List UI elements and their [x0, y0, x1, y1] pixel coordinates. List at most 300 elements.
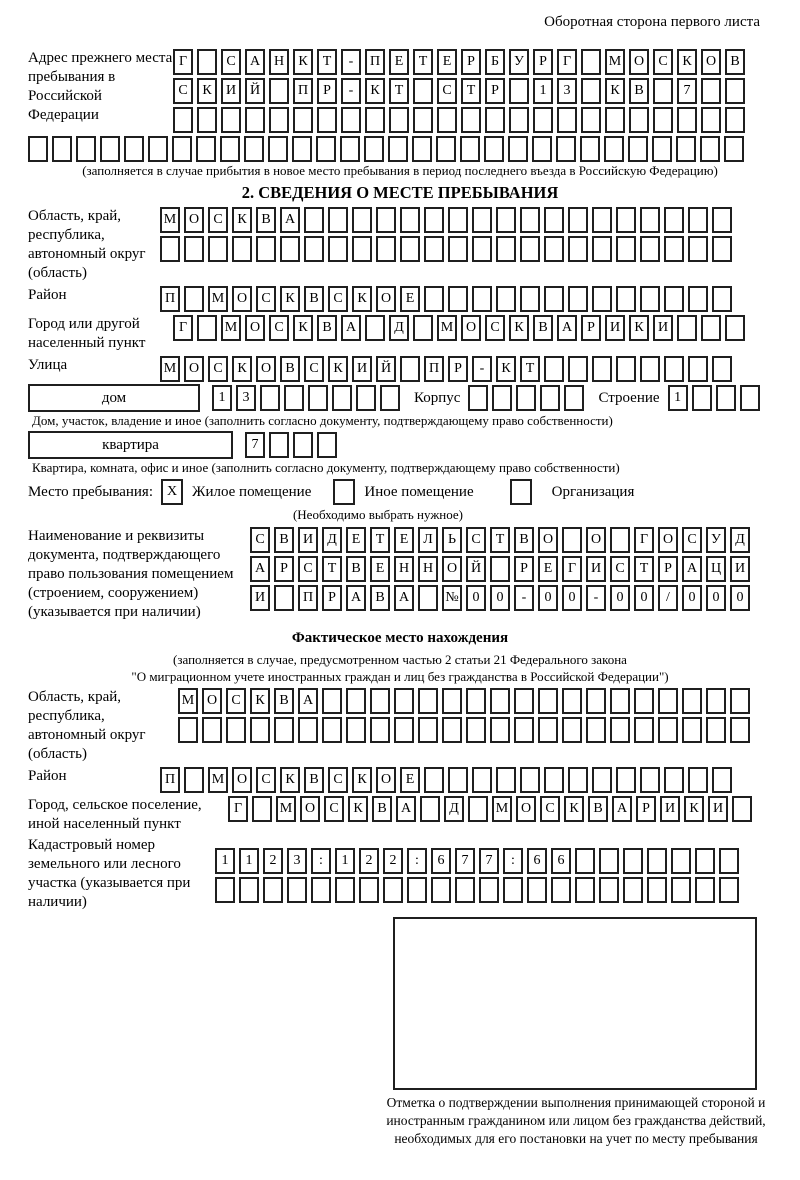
char-box[interactable]: 0	[682, 585, 702, 611]
char-box[interactable]	[551, 877, 571, 903]
char-box[interactable]: В	[274, 688, 294, 714]
char-box[interactable]: О	[461, 315, 481, 341]
char-box[interactable]	[599, 877, 619, 903]
char-box[interactable]: С	[221, 49, 241, 75]
char-box[interactable]: Д	[730, 527, 750, 553]
char-box[interactable]	[322, 717, 342, 743]
char-box[interactable]: 2	[359, 848, 379, 874]
char-box[interactable]	[544, 207, 564, 233]
char-box[interactable]: Ь	[442, 527, 462, 553]
char-box[interactable]: К	[232, 356, 252, 382]
char-box[interactable]	[448, 236, 468, 262]
char-box[interactable]: Д	[322, 527, 342, 553]
char-box[interactable]	[520, 286, 540, 312]
char-box[interactable]: К	[684, 796, 704, 822]
char-box[interactable]: Р	[461, 49, 481, 75]
char-box[interactable]: Н	[394, 556, 414, 582]
char-box[interactable]: С	[304, 356, 324, 382]
char-box[interactable]: О	[245, 315, 265, 341]
char-box[interactable]: О	[629, 49, 649, 75]
char-box[interactable]: Е	[538, 556, 558, 582]
char-box[interactable]: К	[352, 767, 372, 793]
char-box[interactable]	[274, 585, 294, 611]
char-box[interactable]	[509, 107, 529, 133]
char-box[interactable]	[592, 767, 612, 793]
char-box[interactable]	[245, 107, 265, 133]
char-box[interactable]: Т	[389, 78, 409, 104]
char-box[interactable]: Р	[581, 315, 601, 341]
char-box[interactable]	[568, 207, 588, 233]
char-box[interactable]: И	[653, 315, 673, 341]
char-box[interactable]	[701, 315, 721, 341]
char-box[interactable]	[208, 236, 228, 262]
char-box[interactable]	[380, 385, 400, 411]
char-box[interactable]	[172, 136, 192, 162]
char-box[interactable]	[352, 236, 372, 262]
char-box[interactable]	[356, 385, 376, 411]
char-box[interactable]: :	[503, 848, 523, 874]
char-box[interactable]: В	[274, 527, 294, 553]
char-box[interactable]	[716, 385, 736, 411]
char-box[interactable]	[712, 207, 732, 233]
char-box[interactable]	[664, 356, 684, 382]
char-box[interactable]: А	[396, 796, 416, 822]
char-box[interactable]	[455, 877, 475, 903]
char-box[interactable]	[448, 767, 468, 793]
char-box[interactable]: М	[605, 49, 625, 75]
char-box[interactable]: С	[328, 767, 348, 793]
char-box[interactable]: Г	[557, 49, 577, 75]
char-box[interactable]: В	[256, 207, 276, 233]
char-box[interactable]	[677, 107, 697, 133]
char-box[interactable]: О	[300, 796, 320, 822]
char-box[interactable]	[634, 717, 654, 743]
char-box[interactable]: Р	[533, 49, 553, 75]
char-box[interactable]: 1	[215, 848, 235, 874]
char-box[interactable]	[215, 877, 235, 903]
char-box[interactable]	[640, 236, 660, 262]
char-box[interactable]	[664, 236, 684, 262]
char-box[interactable]: И	[352, 356, 372, 382]
char-box[interactable]	[304, 207, 324, 233]
char-box[interactable]	[640, 207, 660, 233]
char-box[interactable]: 1	[239, 848, 259, 874]
char-box[interactable]	[616, 207, 636, 233]
char-box[interactable]	[623, 848, 643, 874]
char-box[interactable]	[280, 236, 300, 262]
char-box[interactable]: 2	[263, 848, 283, 874]
char-box[interactable]: В	[304, 767, 324, 793]
char-box[interactable]: Б	[485, 49, 505, 75]
char-box[interactable]	[461, 107, 481, 133]
char-box[interactable]: 7	[455, 848, 475, 874]
char-box[interactable]	[220, 136, 240, 162]
char-box[interactable]	[424, 286, 444, 312]
char-box[interactable]	[575, 877, 595, 903]
char-box[interactable]: Н	[269, 49, 289, 75]
char-box[interactable]	[664, 767, 684, 793]
char-box[interactable]	[740, 385, 760, 411]
char-box[interactable]	[592, 286, 612, 312]
char-box[interactable]	[701, 107, 721, 133]
char-box[interactable]	[490, 556, 510, 582]
char-box[interactable]	[239, 877, 259, 903]
char-box[interactable]: С	[328, 286, 348, 312]
checkbox-residential[interactable]: X	[161, 479, 183, 505]
char-box[interactable]	[732, 796, 752, 822]
char-box[interactable]	[616, 286, 636, 312]
char-box[interactable]: В	[370, 585, 390, 611]
char-box[interactable]	[466, 688, 486, 714]
char-box[interactable]: О	[184, 356, 204, 382]
char-box[interactable]: В	[533, 315, 553, 341]
char-box[interactable]	[472, 767, 492, 793]
char-box[interactable]	[332, 385, 352, 411]
char-box[interactable]	[544, 236, 564, 262]
char-box[interactable]: М	[208, 767, 228, 793]
char-box[interactable]	[496, 236, 516, 262]
char-box[interactable]	[160, 236, 180, 262]
char-box[interactable]: -	[341, 78, 361, 104]
char-box[interactable]	[527, 877, 547, 903]
char-box[interactable]	[418, 688, 438, 714]
char-box[interactable]: К	[677, 49, 697, 75]
char-box[interactable]: В	[372, 796, 392, 822]
char-box[interactable]	[317, 107, 337, 133]
char-box[interactable]	[221, 107, 241, 133]
char-box[interactable]	[640, 767, 660, 793]
char-box[interactable]: С	[653, 49, 673, 75]
char-box[interactable]: 6	[431, 848, 451, 874]
char-box[interactable]: Ц	[706, 556, 726, 582]
char-box[interactable]	[76, 136, 96, 162]
char-box[interactable]	[184, 767, 204, 793]
char-box[interactable]	[442, 688, 462, 714]
char-box[interactable]: К	[197, 78, 217, 104]
char-box[interactable]	[418, 585, 438, 611]
char-box[interactable]	[700, 136, 720, 162]
char-box[interactable]: /	[658, 585, 678, 611]
char-box[interactable]: 0	[538, 585, 558, 611]
char-box[interactable]	[232, 236, 252, 262]
char-box[interactable]	[124, 136, 144, 162]
char-box[interactable]: 3	[287, 848, 307, 874]
char-box[interactable]	[568, 286, 588, 312]
char-box[interactable]	[400, 356, 420, 382]
char-box[interactable]	[520, 236, 540, 262]
char-box[interactable]	[472, 286, 492, 312]
char-box[interactable]: Т	[413, 49, 433, 75]
char-box[interactable]	[376, 207, 396, 233]
char-box[interactable]: М	[276, 796, 296, 822]
char-box[interactable]: Р	[317, 78, 337, 104]
char-box[interactable]: К	[629, 315, 649, 341]
char-box[interactable]	[346, 717, 366, 743]
char-box[interactable]	[389, 107, 409, 133]
char-box[interactable]: К	[250, 688, 270, 714]
char-box[interactable]	[311, 877, 331, 903]
char-box[interactable]: Е	[400, 286, 420, 312]
char-box[interactable]	[514, 688, 534, 714]
char-box[interactable]: 0	[562, 585, 582, 611]
char-box[interactable]	[388, 136, 408, 162]
char-box[interactable]: И	[660, 796, 680, 822]
char-box[interactable]	[284, 385, 304, 411]
char-box[interactable]	[202, 717, 222, 743]
char-box[interactable]	[564, 385, 584, 411]
char-box[interactable]	[260, 385, 280, 411]
char-box[interactable]	[293, 432, 313, 458]
char-box[interactable]: А	[250, 556, 270, 582]
char-box[interactable]	[383, 877, 403, 903]
char-box[interactable]	[640, 286, 660, 312]
char-box[interactable]: О	[202, 688, 222, 714]
char-box[interactable]: А	[394, 585, 414, 611]
char-box[interactable]	[692, 385, 712, 411]
char-box[interactable]	[586, 717, 606, 743]
char-box[interactable]: П	[160, 767, 180, 793]
char-box[interactable]: О	[442, 556, 462, 582]
char-box[interactable]: С	[173, 78, 193, 104]
char-box[interactable]	[468, 796, 488, 822]
char-box[interactable]: 1	[668, 385, 688, 411]
char-box[interactable]: Д	[444, 796, 464, 822]
char-box[interactable]	[725, 78, 745, 104]
char-box[interactable]: М	[160, 207, 180, 233]
char-box[interactable]: О	[516, 796, 536, 822]
char-box[interactable]: Т	[317, 49, 337, 75]
char-box[interactable]: О	[538, 527, 558, 553]
char-box[interactable]: К	[328, 356, 348, 382]
char-box[interactable]: С	[682, 527, 702, 553]
char-box[interactable]	[460, 136, 480, 162]
char-box[interactable]: В	[317, 315, 337, 341]
char-box[interactable]: С	[298, 556, 318, 582]
char-box[interactable]: М	[221, 315, 241, 341]
char-box[interactable]	[197, 315, 217, 341]
char-box[interactable]	[492, 385, 512, 411]
char-box[interactable]	[719, 848, 739, 874]
char-box[interactable]	[533, 107, 553, 133]
char-box[interactable]	[599, 848, 619, 874]
char-box[interactable]	[250, 717, 270, 743]
char-box[interactable]	[725, 107, 745, 133]
char-box[interactable]: С	[256, 767, 276, 793]
char-box[interactable]: -	[514, 585, 534, 611]
char-box[interactable]	[298, 717, 318, 743]
char-box[interactable]: В	[588, 796, 608, 822]
char-box[interactable]: Г	[173, 315, 193, 341]
char-box[interactable]	[413, 78, 433, 104]
char-box[interactable]	[352, 207, 372, 233]
char-box[interactable]: 0	[490, 585, 510, 611]
char-box[interactable]: К	[280, 286, 300, 312]
char-box[interactable]: О	[232, 286, 252, 312]
char-box[interactable]	[496, 767, 516, 793]
char-box[interactable]	[431, 877, 451, 903]
char-box[interactable]: С	[208, 356, 228, 382]
char-box[interactable]	[293, 107, 313, 133]
char-box[interactable]	[568, 767, 588, 793]
char-box[interactable]	[581, 78, 601, 104]
char-box[interactable]: О	[184, 207, 204, 233]
char-box[interactable]: К	[232, 207, 252, 233]
char-box[interactable]: №	[442, 585, 462, 611]
house-type-box[interactable]	[28, 384, 200, 412]
char-box[interactable]: М	[160, 356, 180, 382]
char-box[interactable]: С	[610, 556, 630, 582]
char-box[interactable]: Е	[394, 527, 414, 553]
checkbox-other-premises[interactable]	[333, 479, 355, 505]
char-box[interactable]	[544, 767, 564, 793]
char-box[interactable]	[538, 688, 558, 714]
char-box[interactable]	[706, 688, 726, 714]
char-box[interactable]	[610, 527, 630, 553]
char-box[interactable]	[226, 717, 246, 743]
char-box[interactable]	[490, 717, 510, 743]
char-box[interactable]: 2	[383, 848, 403, 874]
char-box[interactable]	[436, 136, 456, 162]
char-box[interactable]	[616, 356, 636, 382]
char-box[interactable]	[586, 688, 606, 714]
char-box[interactable]	[184, 236, 204, 262]
char-box[interactable]: С	[250, 527, 270, 553]
char-box[interactable]	[605, 107, 625, 133]
char-box[interactable]	[400, 236, 420, 262]
char-box[interactable]	[568, 356, 588, 382]
char-box[interactable]	[557, 107, 577, 133]
char-box[interactable]	[604, 136, 624, 162]
char-box[interactable]: Й	[466, 556, 486, 582]
char-box[interactable]	[616, 767, 636, 793]
char-box[interactable]	[676, 136, 696, 162]
char-box[interactable]	[269, 78, 289, 104]
char-box[interactable]: К	[280, 767, 300, 793]
char-box[interactable]: О	[232, 767, 252, 793]
char-box[interactable]	[610, 717, 630, 743]
char-box[interactable]: В	[304, 286, 324, 312]
char-box[interactable]	[719, 877, 739, 903]
char-box[interactable]: 0	[634, 585, 654, 611]
char-box[interactable]	[424, 207, 444, 233]
char-box[interactable]	[647, 848, 667, 874]
char-box[interactable]: Т	[461, 78, 481, 104]
char-box[interactable]	[484, 136, 504, 162]
char-box[interactable]: С	[466, 527, 486, 553]
char-box[interactable]	[394, 688, 414, 714]
char-box[interactable]: Р	[274, 556, 294, 582]
char-box[interactable]: И	[586, 556, 606, 582]
char-box[interactable]	[568, 236, 588, 262]
char-box[interactable]	[472, 236, 492, 262]
char-box[interactable]: К	[509, 315, 529, 341]
char-box[interactable]	[308, 385, 328, 411]
char-box[interactable]: Р	[485, 78, 505, 104]
char-box[interactable]	[610, 688, 630, 714]
char-box[interactable]: -	[472, 356, 492, 382]
char-box[interactable]	[544, 286, 564, 312]
char-box[interactable]: О	[586, 527, 606, 553]
char-box[interactable]	[490, 688, 510, 714]
char-box[interactable]	[730, 717, 750, 743]
char-box[interactable]	[706, 717, 726, 743]
char-box[interactable]: 1	[533, 78, 553, 104]
char-box[interactable]	[695, 877, 715, 903]
char-box[interactable]	[197, 49, 217, 75]
char-box[interactable]	[328, 207, 348, 233]
char-box[interactable]	[562, 688, 582, 714]
char-box[interactable]: Е	[400, 767, 420, 793]
char-box[interactable]: К	[564, 796, 584, 822]
char-box[interactable]	[532, 136, 552, 162]
char-box[interactable]: 7	[479, 848, 499, 874]
char-box[interactable]	[712, 236, 732, 262]
char-box[interactable]	[316, 136, 336, 162]
char-box[interactable]: 6	[551, 848, 571, 874]
char-box[interactable]: А	[341, 315, 361, 341]
char-box[interactable]: Й	[376, 356, 396, 382]
char-box[interactable]: С	[208, 207, 228, 233]
char-box[interactable]: В	[346, 556, 366, 582]
char-box[interactable]: 1	[335, 848, 355, 874]
char-box[interactable]: О	[658, 527, 678, 553]
char-box[interactable]: И	[250, 585, 270, 611]
char-box[interactable]: С	[540, 796, 560, 822]
char-box[interactable]: В	[514, 527, 534, 553]
char-box[interactable]	[725, 315, 745, 341]
char-box[interactable]	[407, 877, 427, 903]
char-box[interactable]	[688, 286, 708, 312]
char-box[interactable]: С	[485, 315, 505, 341]
char-box[interactable]: Р	[448, 356, 468, 382]
char-box[interactable]	[184, 286, 204, 312]
char-box[interactable]	[365, 315, 385, 341]
char-box[interactable]	[317, 432, 337, 458]
char-box[interactable]: У	[509, 49, 529, 75]
char-box[interactable]: Т	[370, 527, 390, 553]
char-box[interactable]	[292, 136, 312, 162]
char-box[interactable]: М	[492, 796, 512, 822]
char-box[interactable]	[695, 848, 715, 874]
char-box[interactable]: Е	[389, 49, 409, 75]
char-box[interactable]: Т	[520, 356, 540, 382]
char-box[interactable]: Г	[228, 796, 248, 822]
char-box[interactable]	[400, 207, 420, 233]
char-box[interactable]	[178, 717, 198, 743]
char-box[interactable]	[540, 385, 560, 411]
char-box[interactable]	[538, 717, 558, 743]
char-box[interactable]: К	[605, 78, 625, 104]
char-box[interactable]	[514, 717, 534, 743]
char-box[interactable]	[509, 78, 529, 104]
char-box[interactable]: К	[352, 286, 372, 312]
char-box[interactable]	[269, 432, 289, 458]
char-box[interactable]: Н	[418, 556, 438, 582]
char-box[interactable]: 3	[557, 78, 577, 104]
char-box[interactable]: О	[376, 767, 396, 793]
char-box[interactable]	[581, 49, 601, 75]
char-box[interactable]	[516, 385, 536, 411]
char-box[interactable]	[658, 717, 678, 743]
char-box[interactable]	[468, 385, 488, 411]
char-box[interactable]: Р	[514, 556, 534, 582]
char-box[interactable]	[653, 107, 673, 133]
char-box[interactable]: П	[293, 78, 313, 104]
char-box[interactable]: О	[376, 286, 396, 312]
char-box[interactable]	[496, 207, 516, 233]
char-box[interactable]	[472, 207, 492, 233]
char-box[interactable]: -	[586, 585, 606, 611]
